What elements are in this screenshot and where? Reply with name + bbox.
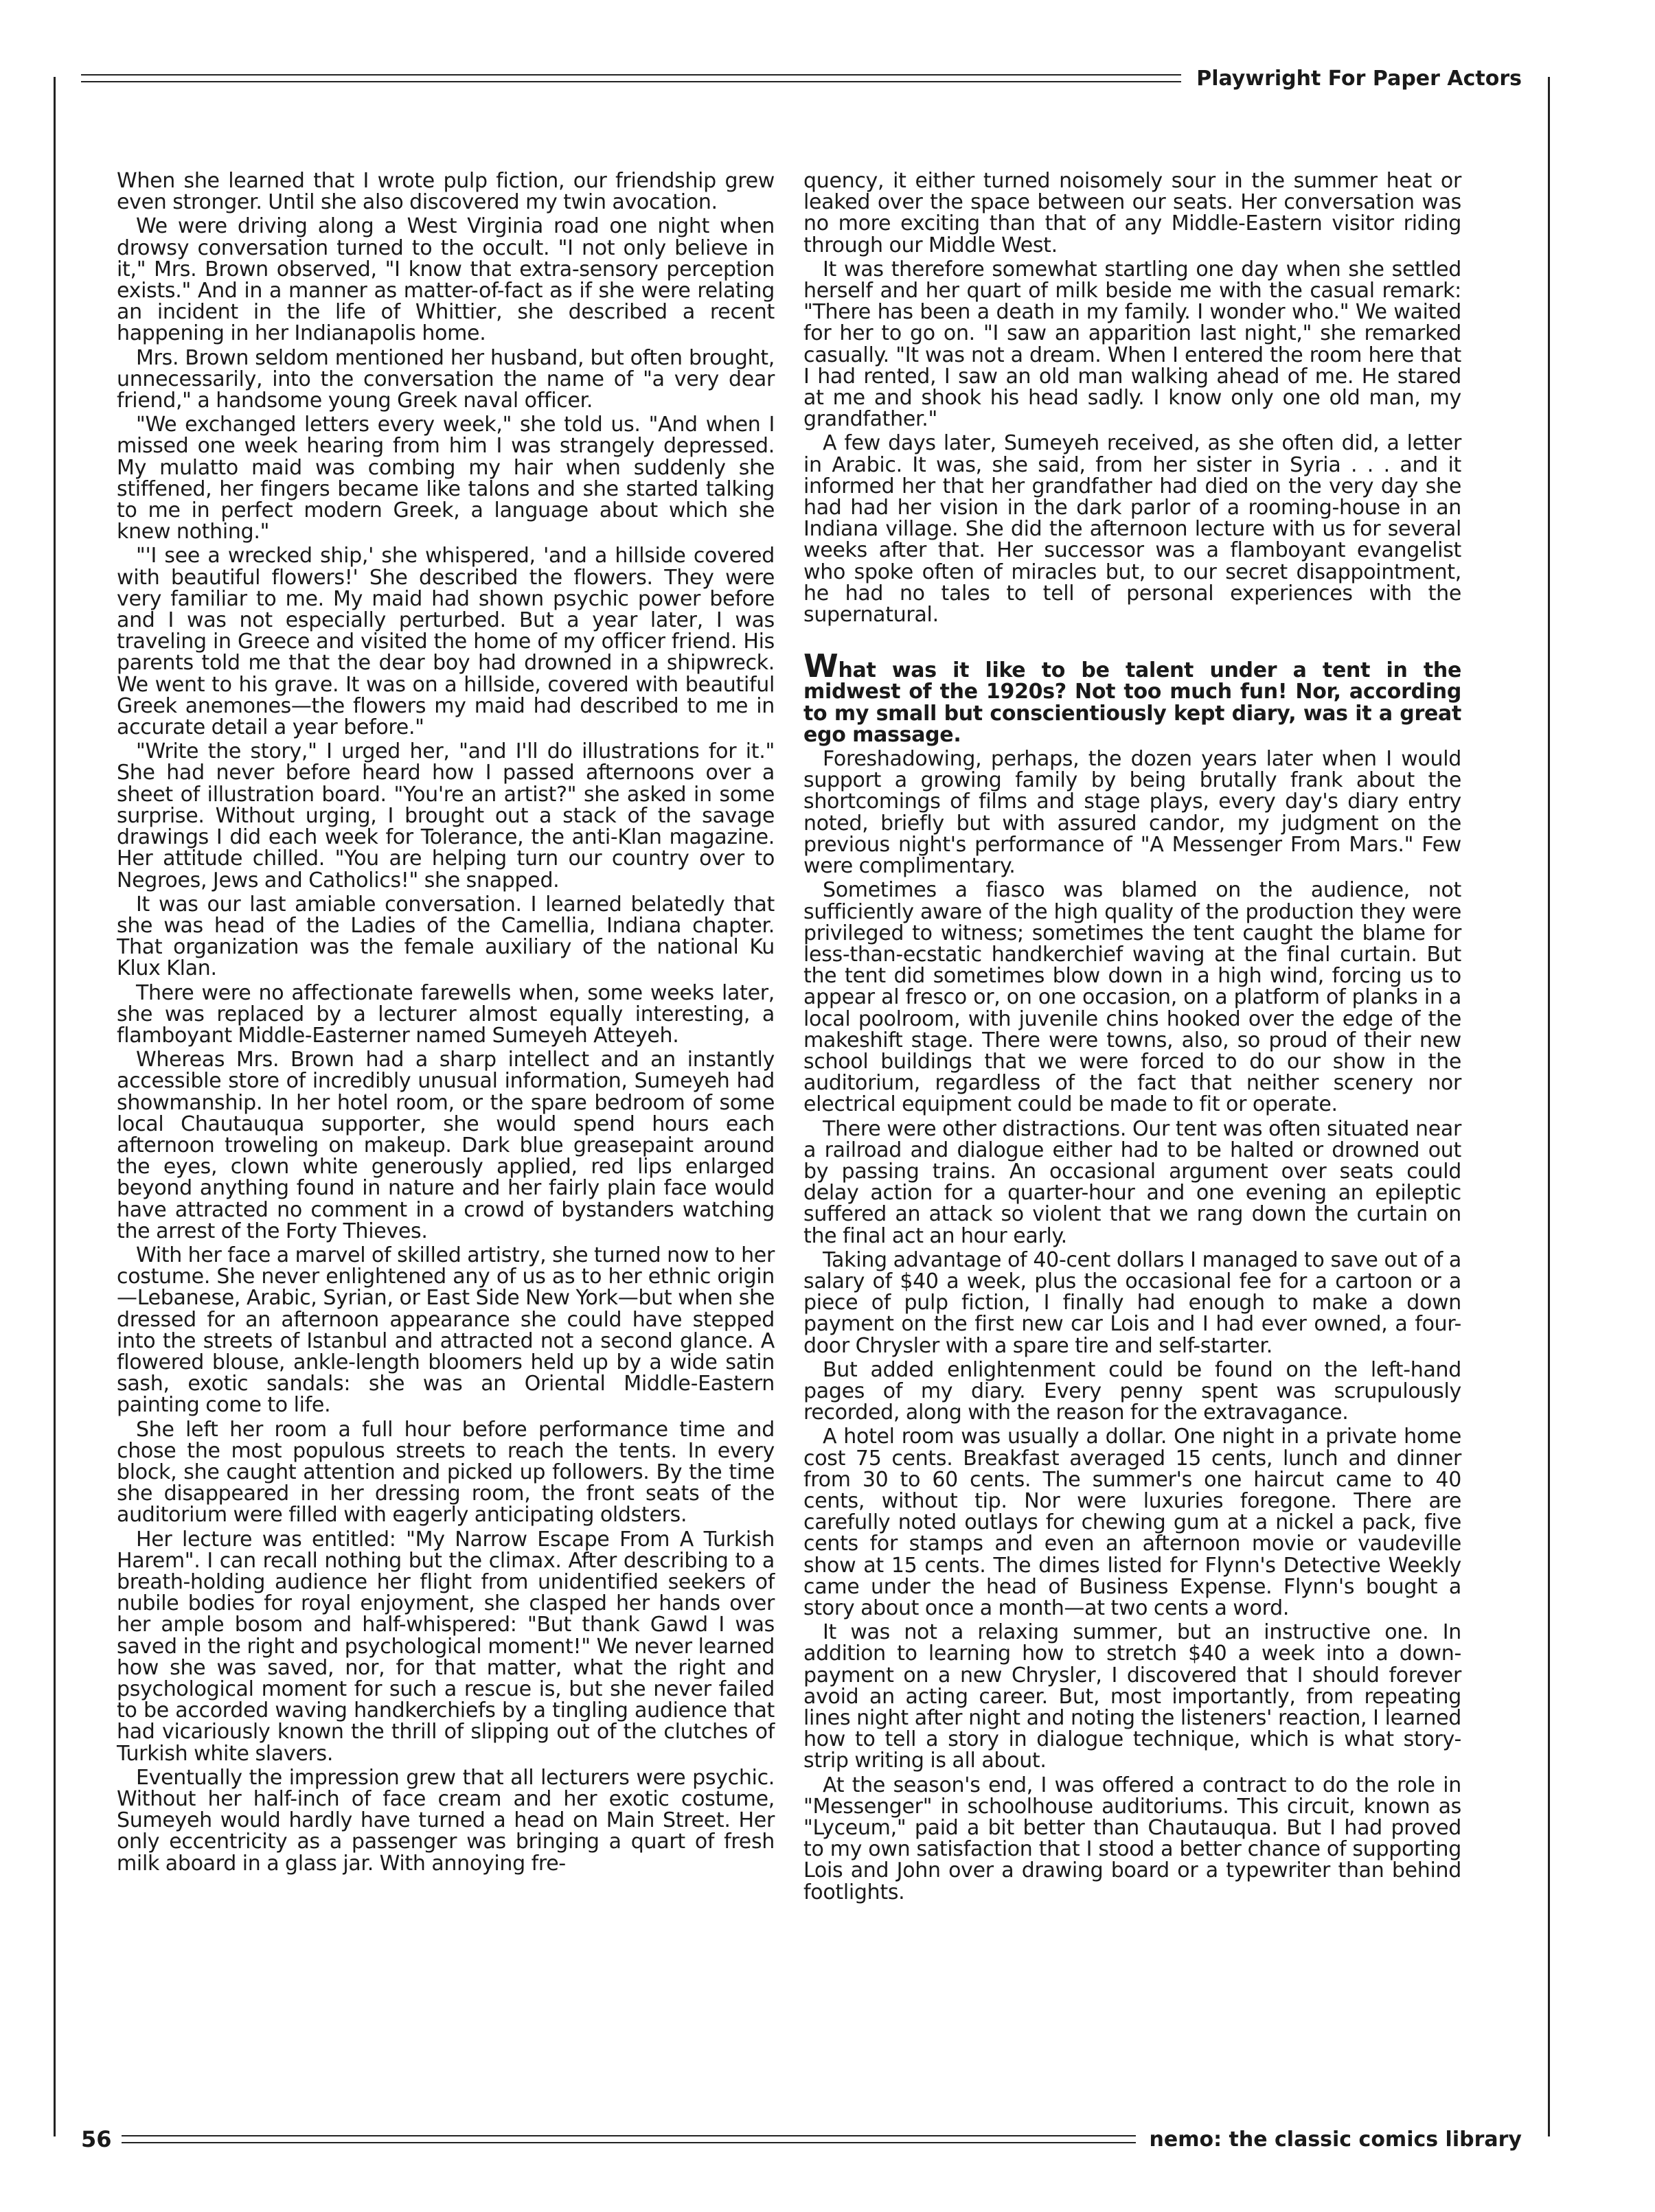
paragraph: Taking advantage of 40-cent dollars I managed to save out of a salary of $40 a week, plus the occasional fee for a cartoon or a piece of pulp fiction, I finally had enough to make a down payment on the first new car Lois and I had ever owned, a four-door Chrysler with a spare tire and self-starter. [803, 1247, 1461, 1358]
running-header [81, 59, 1522, 97]
paragraph: Eventually the impression grew that all lecturers were psychic. Without her half-inch of face cream and her exotic costume, Sumeyeh would hardly have turned a head on Main Street. Her only eccentricity as a passenger was bringing a quart of fresh milk aboard in a glass jar. With annoying fre- [117, 1765, 775, 1876]
publication-title: nemo: the classic comics library [1149, 2127, 1522, 2152]
paragraph: "Write the story," I urged her, "and I'll do illustrations for it." She had never before heard how I passed afternoons over a sheet of illustration board. "You're an artist?" she asked in some surprise. Without urging, I brought out a stack of the savage drawings I did each week for Tolerance, the anti-Klan magazine. Her attitude chilled. "You are helping turn our country over to Negroes, Jews and Catholics!" she snapped. [117, 739, 775, 892]
running-footer [81, 2120, 1522, 2158]
page-border-right [1548, 77, 1550, 2136]
paragraph: It was our last amiable conversation. I learned belatedly that she was head of the Ladies of the Camellia, Indiana chapter. That organization was the female auxiliary of the national Ku Klux Klan. [117, 892, 775, 981]
article-column-right [803, 170, 1461, 1906]
paragraph: A hotel room was usually a dollar. One night in a private home cost 75 cents. Breakfast averaged 15 cents, lunch and dinner from 30 to 60 cents. The summer's one haircut came to 40 cents, without tip. Nor were luxuries foregone. There are carefully noted outlays for chewing gum at a nickel a pack, five cents for stamps and even an afternoon movie or vaudeville show at 15 cents. The dimes listed for Flynn's Detective Weekly came under the head of Business Expense. Flynn's bought a story about once a month—at two cents a word. [803, 1425, 1461, 1620]
paragraph: Foreshadowing, perhaps, the dozen years later when I would support a growing family by being brutally frank about the shortcomings of films and stage plays, every day's diary entry noted, briefly but with assured candor, my judgment on the previous night's performance of "A Messenger From Mars." Few were complimentary. [803, 747, 1461, 879]
paragraph: It was therefore somewhat startling one day when she settled herself and her quart of milk beside me with the casual remark: "There has been a death in my family. I wonder who." We waited for her to go on. "I saw an apparition last night," she remarked casually. "It was not a dream. When I entered the room here that I had rented, I saw an old man walking ahead of me. He stared at me and shook his head sadly. I know only one old man, my grandfather." [803, 257, 1461, 432]
section-lead-text: hat was it like to be talent under a tent in the midwest of the 1920s? Not too much fun! Nor, according to my small but conscientiously kept diary, was it a great ego massage. [803, 658, 1461, 747]
paragraph: Her lecture was entitled: "My Narrow Escape From A Turkish Harem". I can recall nothing but the climax. After describing to a breath-holding audience her flight from unidentified seekers of nubile bodies for royal enjoyment, she clasped her hands over her ample bosom and half-whispered: "But thank Gawd I was saved in the right and psychological moment!" We never learned how she was saved, nor, for that matter, what the right and psychological moment for such a rescue is, but she never failed to be accorded waving handkerchiefs by a tingling audience that had vicariously known the thrill of slipping out of the clutches of Turkish white slavers. [117, 1527, 775, 1766]
paragraph: There were other distractions. Our tent was often situated near a railroad and dialogue either had to be halted or drowned out by passing trains. An occasional argument over seats could delay action for a quarter-hour and one evening an epileptic suffered an attack so violent that we rang down the curtain on the final act an hour early. [803, 1116, 1461, 1248]
page-number: 56 [81, 2126, 112, 2152]
paragraph: Whereas Mrs. Brown had a sharp intellect and an instantly accessible store of incredibly unusual information, Sumeyeh had showmanship. In her hotel room, or the spare bedroom of some local Chautauqua supporter, she would spend hours each afternoon troweling on makeup. Dark blue greasepaint around the eyes, clown white generously applied, red lips enlarged beyond anything found in nature and her fairly plain face would have attracted no comment in a crowd of bystanders watching the arrest of the Forty Thieves. [117, 1048, 775, 1243]
paragraph: It was not a relaxing summer, but an instructive one. In addition to learning how to stretch $40 a week into a down-payment on a new Chrysler, I discovered that I should forever avoid an acting career. But, most importantly, from repeating lines night after night and noting the listeners' reaction, I learned how to tell a story in dialogue technique, which is what story-strip writing is all about. [803, 1620, 1461, 1773]
paragraph: Mrs. Brown seldom mentioned her husband, but often brought, unnecessarily, into the conversation the name of "a very dear friend," a handsome young Greek naval officer. [117, 345, 775, 413]
section-dropcap: W [803, 647, 838, 685]
header-double-rule [81, 74, 1181, 82]
paragraph: When she learned that I wrote pulp fiction, our friendship grew even stronger. Until she also discovered my twin avocation. [117, 169, 775, 215]
paragraph: She left her room a full hour before performance time and chose the most populous streets to reach the tents. In every block, she caught attention and picked up followers. By the time she disappeared in her dressing room, the front seats of the auditorium were filled with eagerly anticipating oldsters. [117, 1417, 775, 1528]
paragraph: But added enlightenment could be found on the left-hand pages of my diary. Every penny spent was scrupulously recorded, along with the reason for the extravagance. [803, 1357, 1461, 1425]
article-column-left [117, 170, 775, 1877]
footer-double-rule [122, 2135, 1136, 2143]
paragraph: Sometimes a fiasco was blamed on the audience, not sufficiently aware of the high quality of the production they were privileged to witness; sometimes the tent caught the blame for less-than-ecstatic handkerchief waving at the final curtain. But the tent did sometimes blow down in a high wind, forcing us to appear al fresco or, on one occasion, on a platform of planks in a local poolroom, with juvenile chins hooked over the edge of the makeshift stage. There were towns, also, so proud of their new school buildings that we were forced to do our show in the auditorium, regardless of the fact that neither scenery nor electrical equipment could be made to fit or operate. [803, 878, 1461, 1117]
section-lead [803, 647, 1461, 747]
paragraph: There were no affectionate farewells when, some weeks later, she was replaced by a lecturer almost equally interesting, a flamboyant Middle-Easterner named Sumeyeh Atteyeh. [117, 980, 775, 1048]
paragraph-continuation: quency, it either turned noisomely sour in the summer heat or leaked over the space between our seats. Her conversation was no more exciting than that of any Middle-Eastern visitor riding through our Middle West. [803, 169, 1461, 257]
paragraph: "'I see a wrecked ship,' she whispered, 'and a hillside covered with beautiful flowers!' She described the flowers. They were very familiar to me. My maid had shown psychic power before and I was not especially perturbed. But a year later, I was traveling in Greece and visited the home of my officer friend. His parents told me that the dear boy had drowned in a shipwreck. We went to his grave. It was on a hillside, covered with beautiful Greek anemones—the flowers my maid had described to me in accurate detail a year before." [117, 544, 775, 740]
page-border-left [54, 77, 56, 2136]
running-header-title: Playwright For Paper Actors [1196, 66, 1522, 91]
paragraph: We were driving along a West Virginia road one night when drowsy conversation turned to the occult. "I not only believe in it," Mrs. Brown observed, "I know that extra-sensory perception exists." And in a manner as matter-of-fact as if she were relating an incident in the life of Whittier, she described a recent happening in her Indianapolis home. [117, 214, 775, 346]
paragraph: With her face a marvel of skilled artistry, she turned now to her costume. She never enlightened any of us as to her ethnic origin—Lebanese, Arabic, Syrian, or East Side New York—but when she dressed for an afternoon appearance she could have stepped into the streets of Istanbul and attracted not a second glance. A flowered blouse, ankle-length bloomers held up by a wide satin sash, exotic sandals: she was an Oriental Middle-Eastern painting come to life. [117, 1243, 775, 1418]
paragraph: "We exchanged letters every week," she told us. "And when I missed one week hearing from him I was strangely depressed. My mulatto maid was combing my hair when suddenly she stiffened, her fingers became like talons and she started talking to me in perfect modern Greek, a language about which she knew nothing." [117, 413, 775, 544]
paragraph: A few days later, Sumeyeh received, as she often did, a letter in Arabic. It was, she said, from her sister in Syria . . . and it informed her that her grandfather had died on the very day she had had her vision in the dark parlor of a rooming-house in an Indiana village. She did the afternoon lecture with us for several weeks after that. Her successor was a flamboyant evangelist who spoke often of miracles but, to our secret disappointment, he had no tales to tell of personal experiences with the supernatural. [803, 431, 1461, 627]
paragraph: At the season's end, I was offered a contract to do the role in "Messenger" in schoolhouse auditoriums. This circuit, known as "Lyceum," paid a bit better than Chautauqua. But I had proved to my own satisfaction that I stood a better chance of supporting Lois and John over a drawing board or a typewriter than behind footlights. [803, 1773, 1461, 1904]
